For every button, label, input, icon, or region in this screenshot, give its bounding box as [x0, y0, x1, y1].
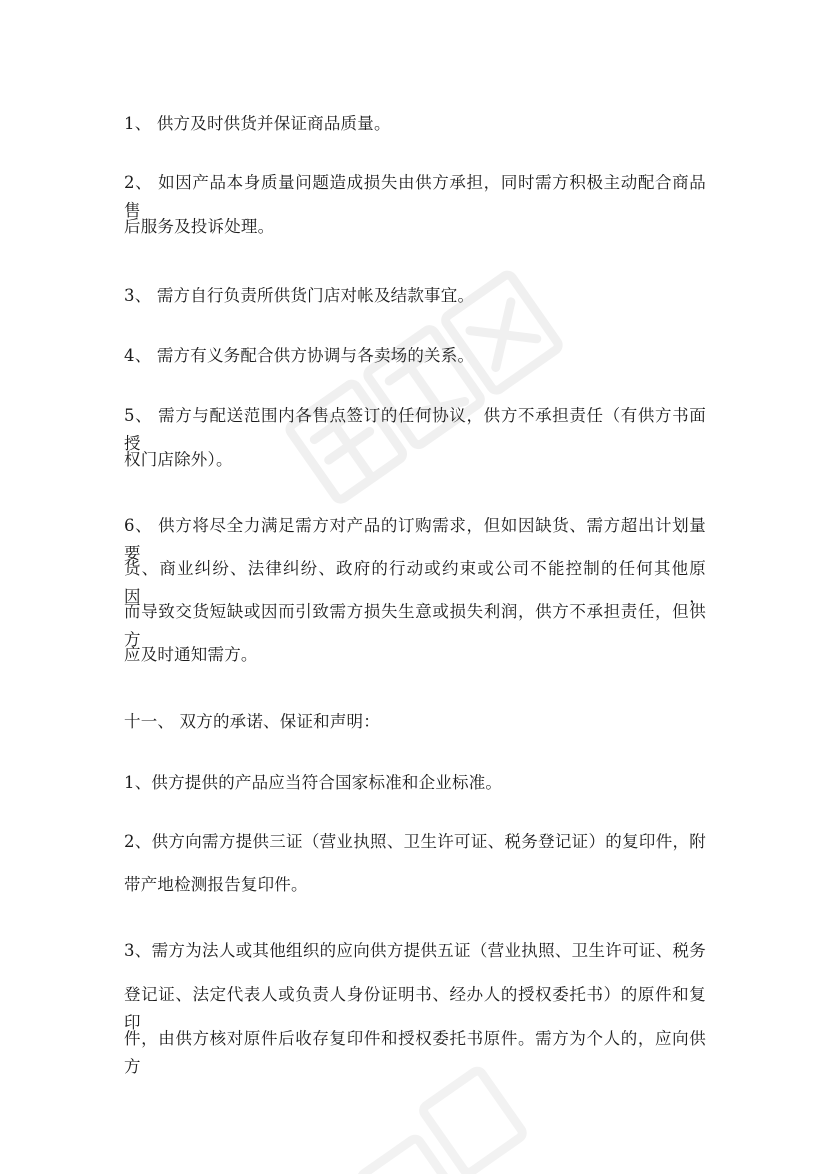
commitment-2 [124, 828, 706, 899]
text-line: 2、 如因产品本身质量问题造成损失由供方承担，同时需方积极主动配合商品售 [124, 173, 706, 220]
text-line: 应及时通知需方。 [124, 645, 258, 664]
text-line: 货、商业纠纷、法律纠纷、政府的行动或约束或公司不能控制的任何其他原因， [124, 559, 706, 606]
text-line: 后服务及投诉处理。 [124, 217, 275, 236]
text-line: 而导致交货短缺或因而引致需方损失生意或损失利润，供方不承担责任，但供方 [124, 602, 706, 649]
text-line: 4、 需方有义务配合供方协调与各卖场的关系。 [124, 346, 475, 365]
text-line: 2、供方向需方提供三证（营业执照、卫生许可证、税务登记证）的复印件，附 [124, 832, 706, 851]
commitment-1 [124, 769, 502, 797]
text-line: 3、 需方自行负责所供货门店对帐及结款事宜。 [124, 286, 475, 305]
text-line: 带产地检测报告复印件。 [124, 875, 308, 894]
text-line: 登记证、法定代表人或负责人身份证明书、经办人的授权委托书）的原件和复印 [124, 985, 706, 1032]
text-line: 5、 需方与配送范围内各售点签订的任何协议，供方不承担责任（有供方书面授 [124, 406, 706, 453]
watermark-logo-partial [300, 1060, 600, 1174]
clause-5 [124, 402, 706, 474]
clause-4 [124, 342, 474, 370]
clause-2 [124, 169, 706, 241]
text-line: 权门店除外）。 [124, 450, 233, 469]
clause-1 [124, 110, 391, 138]
text-line: 3、需方为法人或其他组织的应向供方提供五证（营业执照、卫生许可证、税务 [124, 941, 706, 960]
text-line: 件，由供方核对原件后收存复印件和授权委托书原件。需方为个人的，应向供方 [124, 1029, 706, 1076]
text-line: 6、 供方将尽全力满足需方对产品的订购需求，但如因缺货、需方超出计划量要 [124, 516, 706, 563]
section-heading: 十一、 双方的承诺、保证和声明： [124, 712, 380, 731]
commitment-3 [124, 937, 706, 1076]
text-line: 1、供方提供的产品应当符合国家标准和企业标准。 [124, 773, 503, 792]
clause-3 [124, 282, 474, 310]
clause-6 [124, 512, 706, 669]
text-line: 1、 供方及时供货并保证商品质量。 [124, 114, 391, 133]
section-11-heading [124, 708, 380, 736]
